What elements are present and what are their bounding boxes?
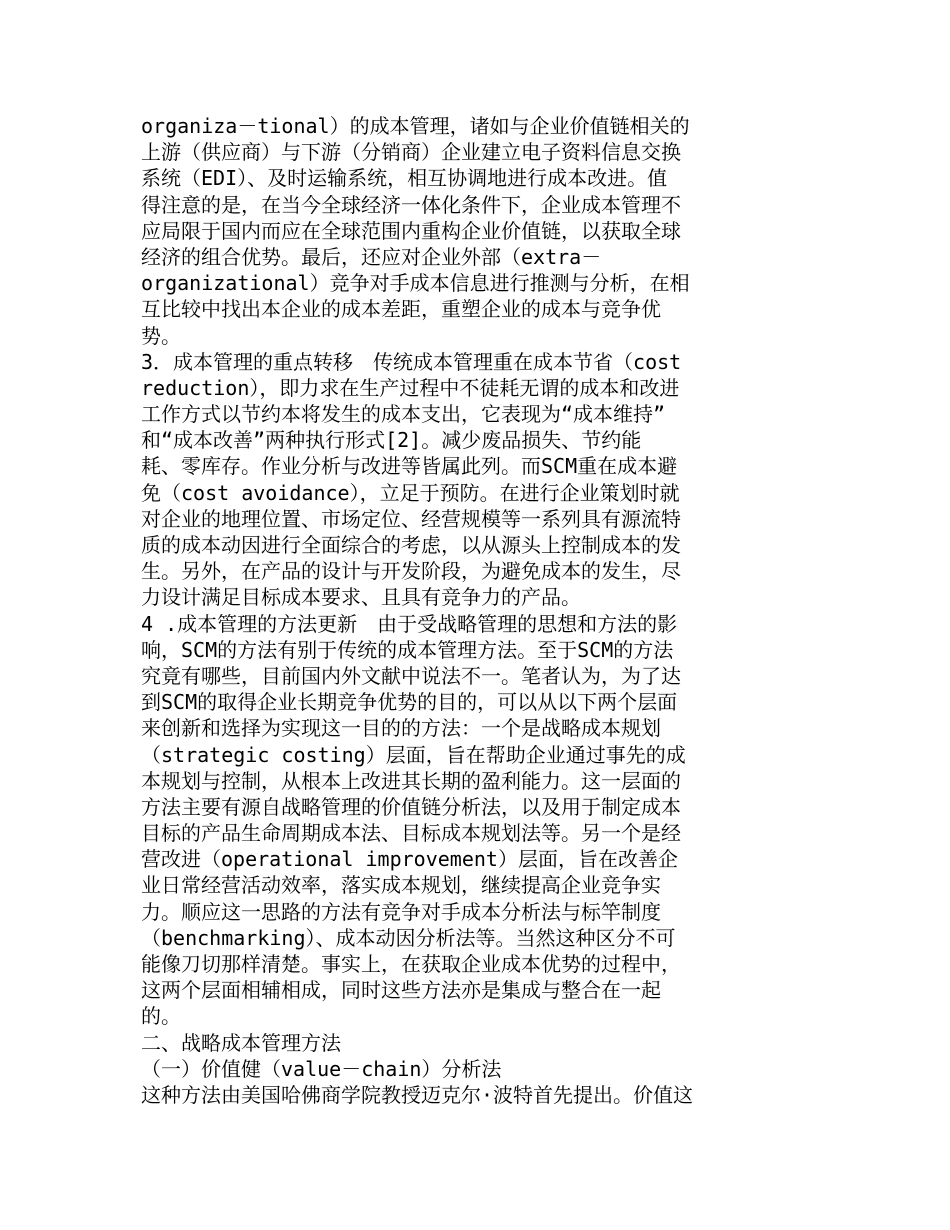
text-line: 这两个层面相辅相成，同时这些方法亦是集成与整合在一起 [141, 978, 661, 1003]
text-line: 上游（供应商）与下游（分销商）企业建立电子资料信息交换 [141, 140, 681, 165]
chapter-heading: 二、战略成本管理方法 [141, 1030, 341, 1055]
text-line: organizational）竞争对手成本信息进行推测与分析，在相 [141, 271, 690, 296]
text-line: 力设计满足目标成本要求、且具有竞争力的产品。 [141, 585, 581, 610]
text-line: （strategic costing）层面，旨在帮助企业通过事先的成 [141, 742, 686, 767]
text-line: 工作方式以节约本将发生的成本支出，它表现为“成本维持” [141, 402, 666, 427]
text-line: 来创新和选择为实现这一目的的方法：一个是战略成本规划 [141, 716, 661, 741]
text-line: 的。 [141, 1004, 181, 1029]
text-line: 免（cost avoidance），立足于预防。在进行企业策划时就 [141, 480, 680, 505]
text-line: 质的成本动因进行全面综合的考虑，以从源头上控制成本的发 [141, 533, 681, 557]
text-line: 经济的组合优势。最后，还应对企业外部（extra－ [141, 244, 602, 269]
text-line: 营改进（operational improvement）层面，旨在改善企 [141, 847, 678, 872]
text-line: reduction），即力求在生产过程中不徒耗无谓的成本和改进 [141, 375, 680, 400]
text-line: 力。顺应这一思路的方法有竞争对手成本分析法与标竿制度 [141, 899, 661, 924]
text-line: 势。 [141, 323, 181, 348]
subsection-heading: （一）价值健（value－chain）分析法 [141, 1056, 502, 1081]
text-line: 和“成本改善”两种执行形式[2]。减少废品损失、节约能 [141, 428, 642, 453]
text-line: 业日常经营活动效率，落实成本规划，继续提高企业竞争实 [141, 873, 661, 898]
text-line: （benchmarking）、成本动因分析法等。当然这种区分不可 [141, 925, 676, 950]
text-line: organiza－tional）的成本管理，诸如与企业价值链相关的 [141, 114, 690, 138]
body-text [141, 113, 751, 1108]
text-line: 目标的产品生命周期成本法、目标成本规划法等。另一个是经 [141, 821, 681, 846]
text-line: 响，SCM的方法有别于传统的成本管理方法。至于SCM的方法 [141, 637, 674, 662]
text-line: 应局限于国内而应在全球范围内重构企业价值链，以获取全球 [141, 218, 681, 243]
text-line: 耗、零库存。作业分析与改进等皆属此列。而SCM重在成本避 [141, 454, 678, 479]
text-line: 这种方法由美国哈佛商学院教授迈克尔·波特首先提出。价值这 [141, 1082, 694, 1107]
text-line: 得注意的是，在当今全球经济一体化条件下，企业成本管理不 [141, 192, 681, 217]
text-line: 本规划与控制，从根本上改进其长期的盈利能力。这一层面的 [141, 768, 681, 793]
section-3-heading-line: 3．成本管理的重点转移 传统成本管理重在成本节省（cost [141, 349, 682, 374]
text-line: 究竟有哪些，目前国内外文献中说法不一。笔者认为，为了达 [141, 663, 681, 688]
text-line: 生。另外，在产品的设计与开发阶段，为避免成本的发生，尽 [141, 559, 681, 584]
text-line: 到SCM的取得企业长期竞争优势的目的，可以从以下两个层面 [141, 690, 678, 715]
text-line: 能像刀切那样清楚。事实上，在获取企业成本优势的过程中， [141, 952, 681, 976]
text-line: 互比较中找出本企业的成本差距，重塑企业的成本与竞争优 [141, 297, 661, 322]
text-line: 对企业的地理位置、市场定位、经营规模等一系列具有源流特 [141, 506, 681, 531]
text-line: 方法主要有源自战略管理的价值链分析法，以及用于制定成本 [141, 794, 681, 819]
text-line: 系统（EDI）、及时运输系统，相互协调地进行成本改进。值 [141, 166, 668, 191]
section-4-heading-line: 4 .成本管理的方法更新 由于受战略管理的思想和方法的影 [141, 611, 678, 636]
